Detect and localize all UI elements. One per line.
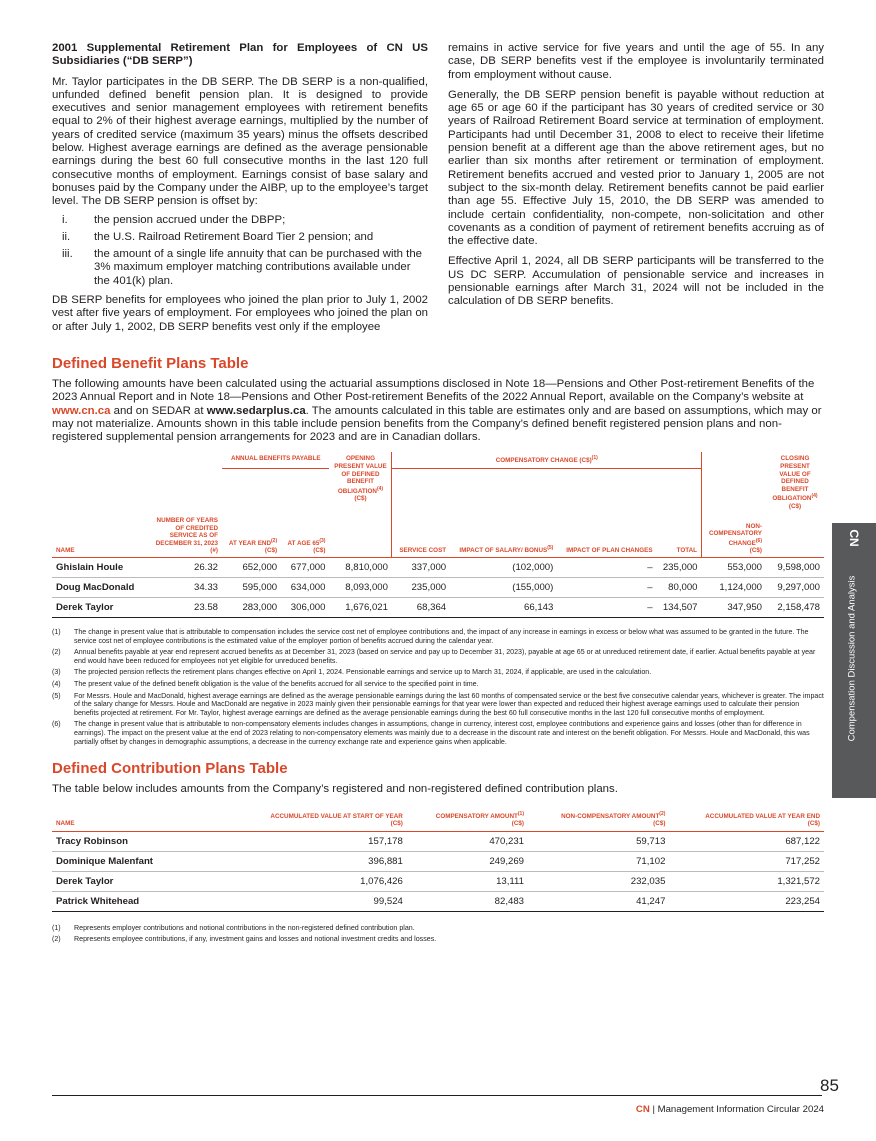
- footnote: (4) The present value of the defined benefit obligation is the value of the benefits accrued for all service to the specified point in time.: [52, 680, 479, 689]
- header-compensatory: COMPENSATORY AMOUNT$^{(1)}$ (C$): [407, 811, 528, 832]
- header-name: NAME: [52, 517, 146, 557]
- db-footnotes: [52, 628, 824, 746]
- header-end-value: ACCUMULATED VALUE AT YEAR END (C$): [669, 811, 824, 832]
- header-years: NUMBER OF YEARS OF CREDITED SERVICE AS OF DECEMBER 31, 2023 (#): [146, 517, 222, 557]
- footer-brand: CN: [635, 1104, 650, 1115]
- section-label: Compensation Discussion and Analysis: [846, 575, 858, 742]
- group-annual-benefits: ANNUAL BENEFITS PAYABLE: [222, 452, 329, 468]
- footnote: (1) Represents employer contributions and notional contributions in the non-registered defined contribution plan.: [52, 923, 415, 932]
- table-row: Derek Taylor 23.58 283,000 306,000 1,676,021 68,364 66,143 – 134,507 347,950 2,158,478: [52, 598, 824, 618]
- serp-title: 2001 Supplemental Retirement Plan for Employees of CN US Subsidiaries (“DB SERP”): [52, 42, 428, 68]
- table-row: Derek Taylor 1,076,426 13,111 232,035 1,321,572: [52, 871, 824, 891]
- header-non-compensatory: NON-COMPENSATORY AMOUNT$^{(2)}$ (C$): [528, 811, 669, 832]
- footnote: (2) Annual benefits payable at year end represent accrued benefits as at December 31, 2023 (based on service and pay up to December 31, 2023), payable at age 65 or at unreduced retirement date, if earlier. Actual benefits payable at year end would have been reduced for employees not yet eligible for unreduced benefits.: [52, 648, 816, 665]
- footnote: (3) The projected pension reflects the retirement plans changes effective on April 1, 2024. Pensionable earnings and service up to March 31, 2024, if applicable, are used in the calculation.: [52, 668, 652, 677]
- footer-text: CN | Management Information Circular 2024: [635, 1104, 824, 1115]
- footnote: (2) Represents employee contributions, if any, investment gains and losses and notional investment credits and losses.: [52, 935, 437, 944]
- right-column: [448, 42, 824, 341]
- page-number: 85: [820, 1076, 839, 1095]
- header-name: NAME: [52, 811, 230, 832]
- footer-doc-title: Management Information Circular 2024: [657, 1104, 824, 1115]
- header-opening: OPENING PRESENT VALUE OF DEFINED BENEFIT OBLIGATION$^{(4)}$ (C$): [334, 455, 387, 503]
- header-impact-plan: IMPACT OF PLAN CHANGES: [557, 517, 656, 557]
- table-row: Dominique Malenfant 396,881 249,269 71,102 717,252: [52, 851, 824, 871]
- serp-paragraph-5: Effective April 1, 2024, all DB SERP participants will be transferred to the US DC SERP. Accumulation of pensionable service and increases in pensionable earnings after March 31, 2024 will not be included in the calculation of DB SERP benefits.: [448, 255, 824, 308]
- serp-paragraph-1: Mr. Taylor participates in the DB SERP. The DB SERP is a non-qualified, unfunded defined benefit pension plan. It is designed to provide executives and senior management employees with retirement benefits equal to 2% of their highest average earnings, multiplied by the number of years of credited service (maximum 35 years) minus the offsets described below. Highest average earnings are defined as the average pensionable earnings during the best 60 full consecutive months in the last 120 full consecutive months of employment. Earnings consist of base salary and bonuses paid by the Company under the AIBP, up to the employee’s target level. The DB SERP pension is offset by:: [52, 75, 428, 208]
- table-row: Ghislain Houle 26.32 652,000 677,000 8,810,000 337,000 (102,000) – 235,000 553,000 9,598,000: [52, 558, 824, 578]
- defined-benefit-table: [52, 452, 824, 618]
- list-item: i. the pension accrued under the DBPP;: [62, 213, 286, 226]
- header-at-age-65: AT AGE 65$^{(3)}$ (C$): [281, 517, 329, 557]
- header-at-year-end: AT YEAR END$^{(2)}$ (C$): [222, 517, 281, 557]
- footnote: (5) For Messrs. Houle and MacDonald, highest average earnings are defined as the average pensionable earnings during the last 60 months of compensated service or the best five consecutive calendar years, whichever is greater. The impact of the salary change for Messrs. Houle and MacDonald are negative in 2023 mainly given their pensionable earnings for that year were lower than expected and reduced their highest average earnings used to calculate their pension benefits projected at retirement. For Mr. Taylor, highest average earnings are defined as the average pensionable earnings during the best 60 full consecutive months in the last 120 full consecutive months of employment.: [52, 691, 824, 717]
- page-content: [52, 42, 824, 947]
- header-service-cost: SERVICE COST: [392, 517, 450, 557]
- defined-contribution-table: [52, 811, 824, 912]
- dc-footnotes: [52, 924, 824, 944]
- db-intro: The following amounts have been calculated using the actuarial assumptions disclosed in Note 18—Pensions and Other Post-retirement Benefits of the 2023 Annual Report and in Note 18—Pensions and Other Post-retirement Benefits of the 2022 Annual Report, available on the Company’s website at www.cn.ca and on SEDAR at www.sedarplus.ca. The amounts calculated in this table are estimates only and are based on assumptions, which may or may not materialize. Amounts shown in this table include pension benefits from the Company’s defined benefit registered pension plans and non-registered supplemental pension arrangements for 2023 and are in Canadian dollars.: [52, 377, 822, 444]
- footnote: (6) The change in present value that is attributable to non-compensatory elements includes changes in assumptions, change in currency, interest cost, employee contributions and experience gains and losses (other than for difference in earnings). The impact on the present value at the end of 2023 relating to non-compensatory elements was mainly due to a decrease in the discount rate and interest on the benefit obligation. For Messrs. Houle and MacDonald, this was partially offset by changes in demographic assumptions, a decrease in the currency exchange rate and experience gains when applicable.: [52, 720, 810, 746]
- list-item: iii. the amount of a single life annuity that can be purchased with the 3% maximum employer matching contributions available under the 401(k) plan.: [62, 248, 423, 287]
- list-item: ii. the U.S. Railroad Retirement Board Tier 2 pension; and: [62, 230, 374, 243]
- serp-paragraph-2: DB SERP benefits for employees who joined the plan prior to July 1, 2002 vest after five years of employment. For employees who joined the plan on or after July 1, 2002, DB SERP benefits vest only if the employee: [52, 294, 428, 333]
- left-column: [52, 42, 428, 341]
- cn-logo: CN: [847, 529, 861, 547]
- header-total: TOTAL: [657, 517, 702, 557]
- table-row: Patrick Whitehead 99,524 82,483 41,247 223,254: [52, 891, 824, 911]
- table-row: Doug MacDonald 34.33 595,000 634,000 8,093,000 235,000 (155,000) – 80,000 1,124,000 9,297,000: [52, 578, 824, 598]
- footnote: (1) The change in present value that is attributable to compensation includes the service cost net of employee contributions and, the impact of any increase in earnings in excess or below what was assumed to be granted in the future. The service cost net of employee contributions is the estimated value of the employer portion of benefits accrued during the calendar year.: [52, 628, 809, 645]
- offset-list: [52, 214, 428, 288]
- header-closing: CLOSING PRESENT VALUE OF DEFINED BENEFIT OBLIGATION$^{(4)}$ (C$): [772, 455, 818, 511]
- serp-section: [52, 42, 824, 341]
- header-non-compensatory: NON- COMPENSATORY CHANGE$^{(6)}$ (C$): [702, 517, 767, 557]
- dc-intro: The table below includes amounts from the Company’s registered and non-registered defined contribution plans.: [52, 783, 618, 796]
- table-row: Tracy Robinson 157,178 470,231 59,713 687,122: [52, 831, 824, 851]
- footer-divider: [52, 1095, 822, 1096]
- sedar-link[interactable]: www.sedarplus.ca: [206, 404, 306, 417]
- group-compensatory-change: COMPENSATORY CHANGE (C$)$^{(1)}$: [392, 452, 702, 468]
- serp-paragraph-4: Generally, the DB SERP pension benefit is payable without reduction at age 65 or age 60 if the participant has 30 years of credited service or 30 years of Railroad Retirement Board service at termination of employment. Participants had until December 31, 2008 to elect to receive their lifetime pension benefit at a different age than the above retirement ages, but no earlier than six months after retirement or termination of employment. Retirement benefits accrued and vested prior to January 1, 2005 are not subject to the six-month delay. Retirement benefits cannot be paid earlier than age 55. Effective July 15, 2010, the DB SERP was amended to include certain confidentiality, non-compete, non-solicitation and other covenants as a condition of payment of retirement benefits accruing as of the effective date.: [448, 88, 824, 248]
- header-start-value: ACCUMULATED VALUE AT START OF YEAR (C$): [230, 811, 407, 832]
- dc-heading: Defined Contribution Plans Table: [52, 760, 288, 778]
- db-heading: Defined Benefit Plans Table: [52, 354, 249, 372]
- header-impact-salary: IMPACT OF SALARY/ BONUS$^{(5)}$: [450, 517, 557, 557]
- cn-website-link[interactable]: www.cn.ca: [52, 404, 111, 417]
- section-side-tab: [832, 523, 876, 798]
- serp-paragraph-3: remains in active service for five years and until the age of 55. In any case, DB SERP benefits vest if the employee is involuntarily terminated from employment without cause.: [448, 42, 824, 81]
